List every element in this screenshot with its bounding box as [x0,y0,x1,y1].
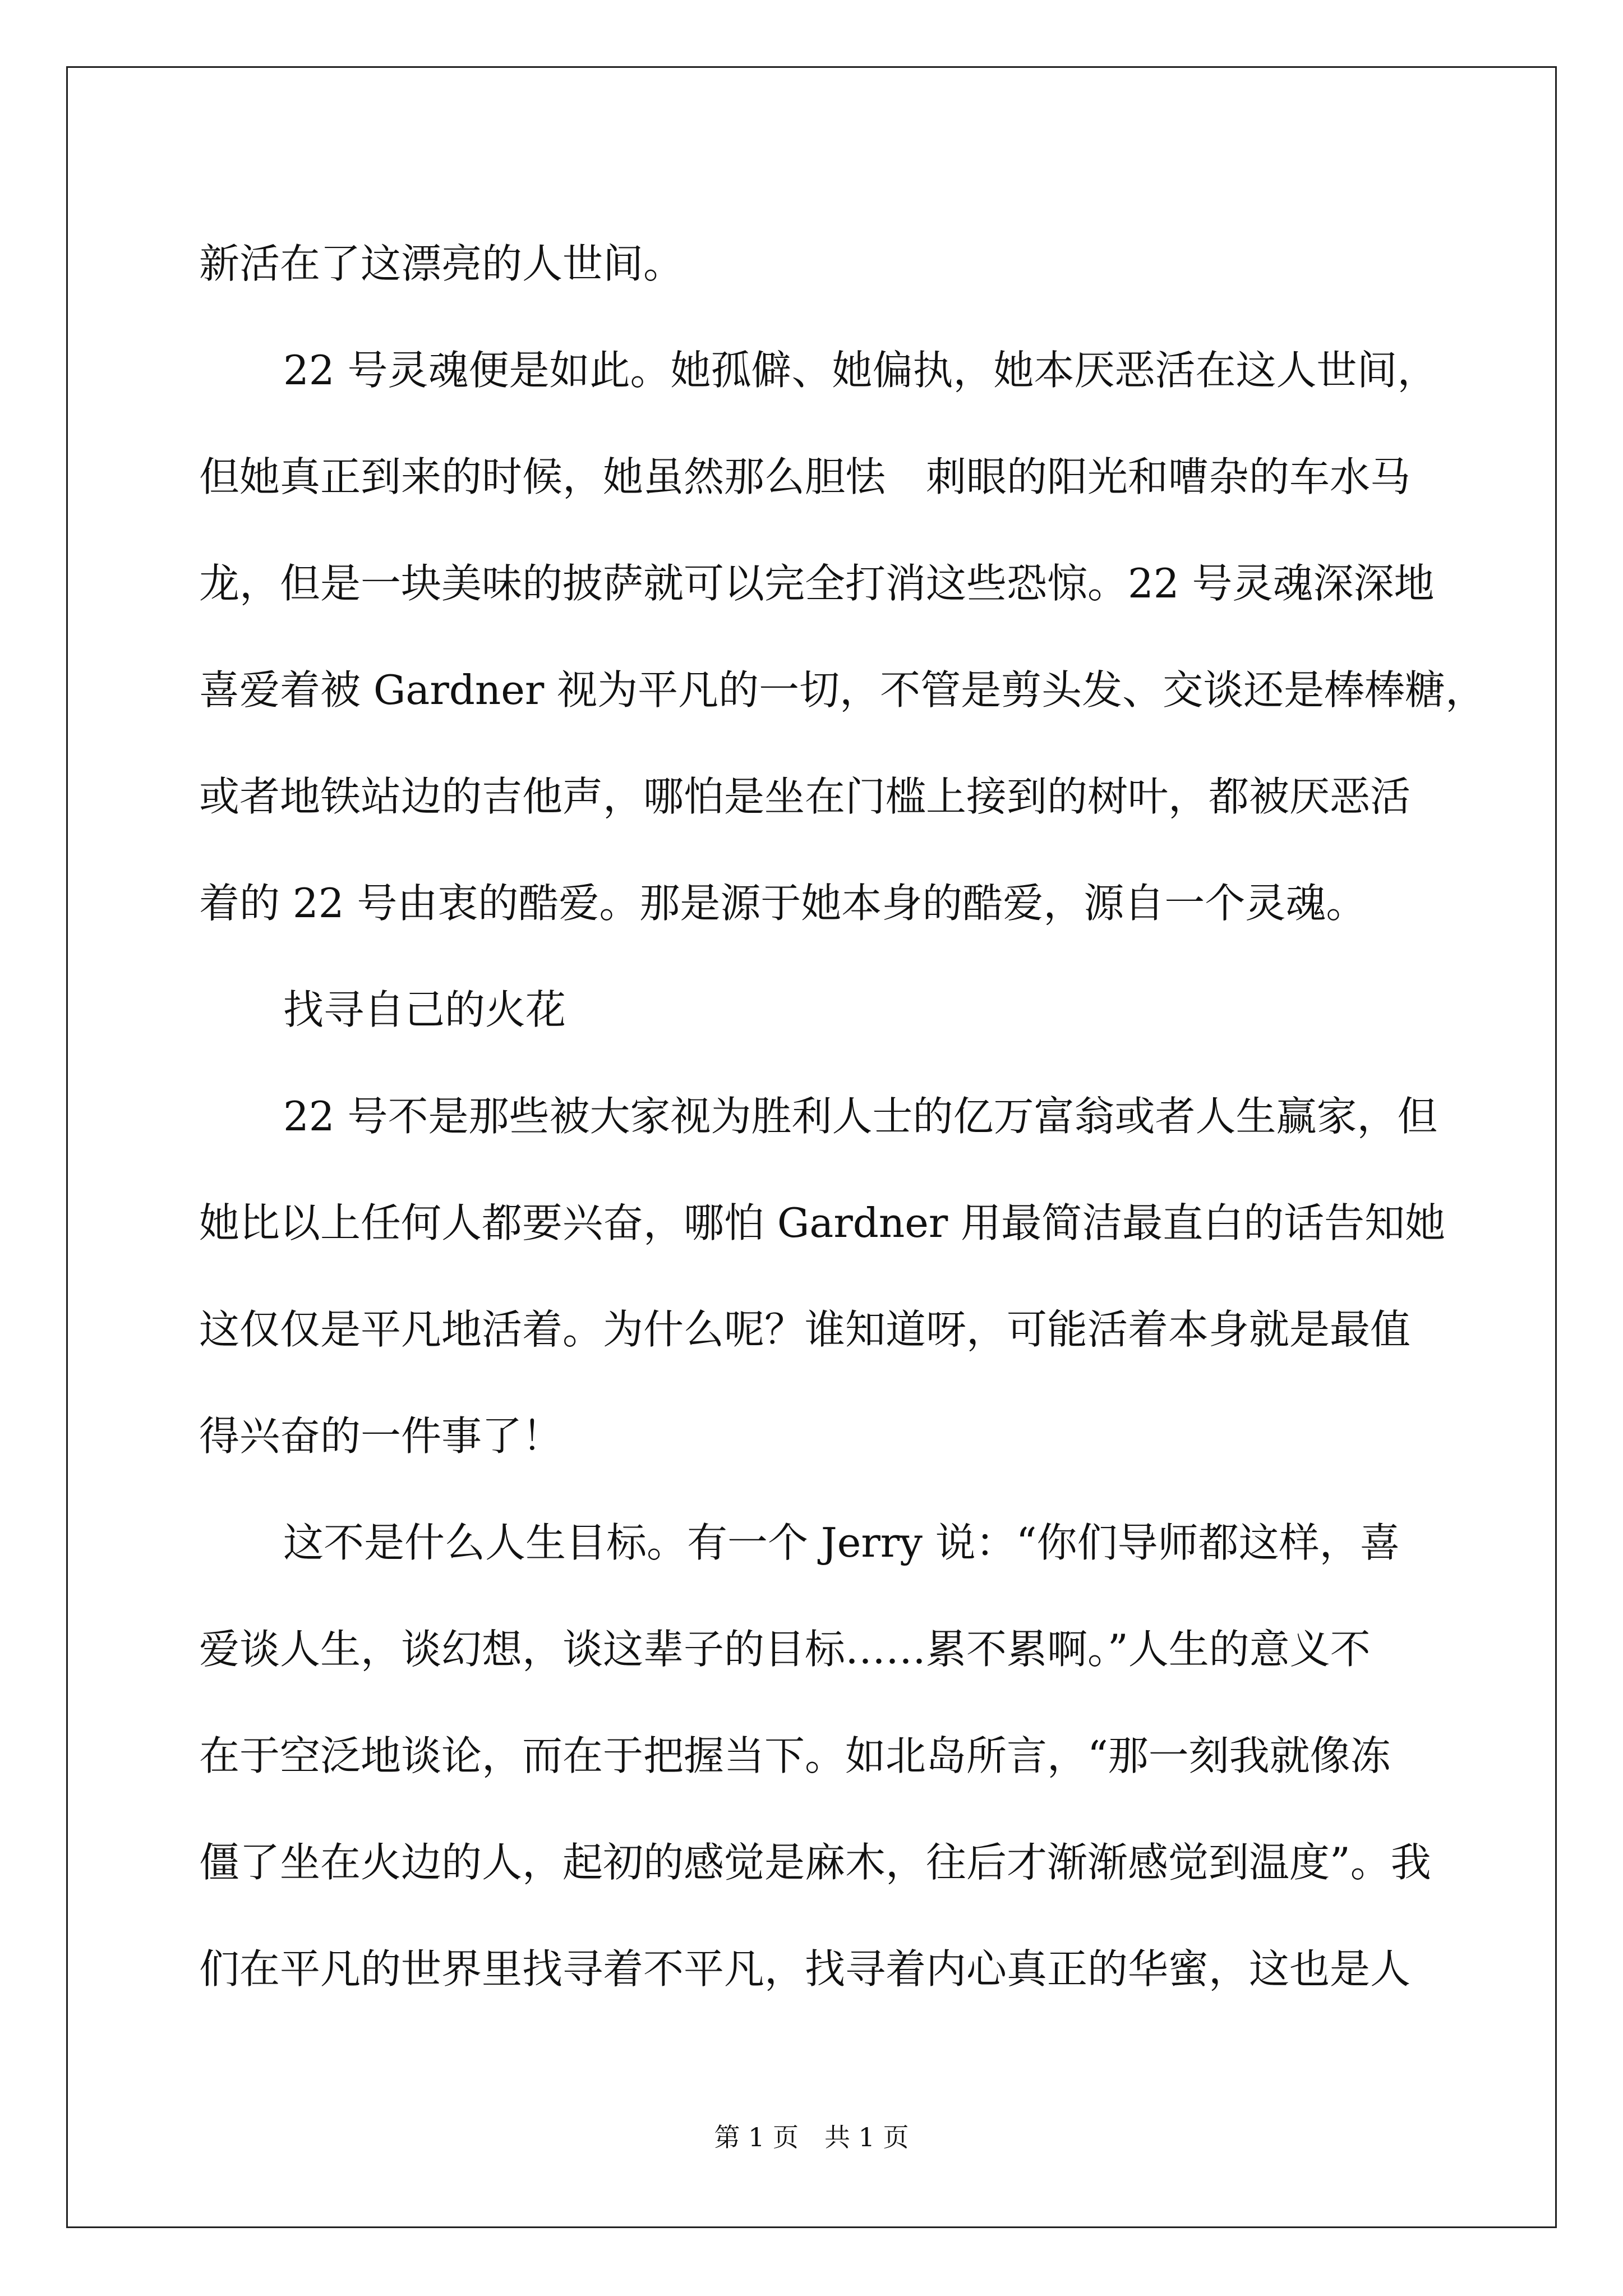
text-line: 这仅仅是平凡地活着。为什么呢？谁知道呀，可能活着本身就是最值 [199,1306,1411,1353]
text-line: 22 号不是那些被大家视为胜利人士的亿万富翁或者人生赢家，但 [283,1093,1438,1140]
text-line: 着的 22 号由衷的酷爱。那是源于她本身的酷爱，源自一个灵魂。 [199,880,1367,927]
document-body [199,210,1486,2022]
page-footer [0,2120,1623,2154]
text-line: 22 号灵魂便是如此。她孤僻、她偏执，她本厌恶活在这人世间， [283,347,1438,394]
text-line: 爱谈人生，谈幻想，谈这辈子的目标……累不累啊。”人生的意义不 [199,1626,1371,1673]
text-line: 喜爱着被 Gardner 视为平凡的一切，不管是剪头发、交谈还是棒棒糖， [199,666,1486,714]
text-line: 在于空泛地谈论，而在于把握当下。如北岛所言，“那一刻我就像冻 [199,1732,1391,1779]
section-heading: 找寻自己的火花 [283,986,566,1033]
text-line: 她比以上任何人都要兴奋，哪怕 Gardner 用最简洁最直白的话告知她 [199,1199,1446,1246]
text-line: 这不是什么人生目标。有一个 Jerry 说：“你们导师都这样，喜 [283,1519,1400,1566]
text-line: 得兴奋的一件事了！ [199,1412,563,1460]
text-line: 龙，但是一块美味的披萨就可以完全打消这些恐惊。22 号灵魂深深地 [199,560,1435,607]
page-number-label: 第 1 页 共 1 页 [714,2122,909,2152]
text-line: 们在平凡的世界里找寻着不平凡，找寻着内心真正的华蜜，这也是人 [199,1945,1411,1993]
text-line: 但她真正到来的时候，她虽然那么胆怯 刺眼的阳光和嘈杂的车水马 [199,453,1411,500]
text-line: 新活在了这漂亮的人世间。 [199,240,684,287]
text-line: 僵了坐在火边的人，起初的感觉是麻木，往后才渐渐感觉到温度”。我 [199,1839,1431,1886]
text-line: 或者地铁站边的吉他声，哪怕是坐在门槛上接到的树叶，都被厌恶活 [199,773,1411,820]
